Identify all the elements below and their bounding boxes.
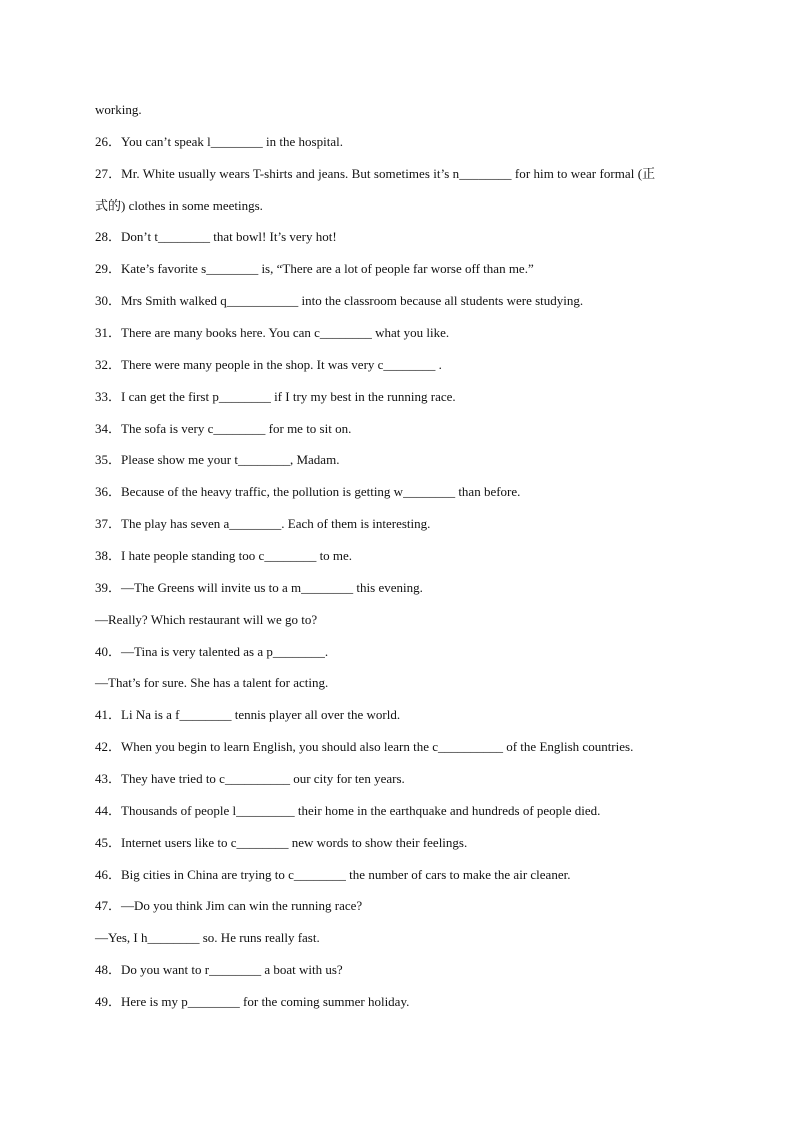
- question-40-reply: —That’s for sure. She has a talent for acting.: [95, 675, 329, 691]
- question-29: 29．Kate’s favorite s________ is, “There are a lot of people far worse off than me.”: [95, 261, 534, 277]
- question-48: 48．Do you want to r________ a boat with us?: [95, 962, 343, 978]
- question-32: 32．There were many people in the shop. It was very c________ .: [95, 356, 442, 372]
- text-line: working.: [95, 102, 142, 117]
- question-27-continuation: 式的) clothes in some meetings.: [95, 197, 263, 213]
- question-28: 28．Don’t t________ that bowl! It’s very hot!: [95, 229, 337, 245]
- question-43: 43．They have tried to c__________ our city for ten years.: [95, 771, 405, 787]
- question-26: 26．You can’t speak l________ in the hospital.: [95, 133, 343, 149]
- question-47: 47．—Do you think Jim can win the running race?: [95, 898, 363, 914]
- question-42: 42．When you begin to learn English, you should also learn the c__________ of the English countries.: [95, 739, 634, 755]
- question-45: 45．Internet users like to c________ new words to show their feelings.: [95, 834, 468, 850]
- worksheet-page: [95, 100, 705, 1024]
- question-37: 37．The play has seven a________. Each of them is interesting.: [95, 516, 431, 532]
- question-33: 33．I can get the first p________ if I try my best in the running race.: [95, 388, 456, 404]
- question-39-reply: —Really? Which restaurant will we go to?: [95, 611, 318, 627]
- question-40: 40．—Tina is very talented as a p________.: [95, 643, 329, 659]
- question-34: 34．The sofa is very c________ for me to sit on.: [95, 420, 352, 436]
- question-44: 44．Thousands of people l_________ their home in the earthquake and hundreds of people died.: [95, 802, 601, 818]
- question-49: 49．Here is my p________ for the coming summer holiday.: [95, 994, 410, 1010]
- question-38: 38．I hate people standing too c________ to me.: [95, 548, 353, 564]
- question-47-reply: —Yes, I h________ so. He runs really fast.: [95, 930, 320, 946]
- question-35: 35．Please show me your t________, Madam.: [95, 452, 340, 468]
- question-46: 46．Big cities in China are trying to c________ the number of cars to make the air cleaner.: [95, 866, 571, 882]
- question-41: 41．Li Na is a f________ tennis player all over the world.: [95, 707, 401, 723]
- question-31: 31．There are many books here. You can c________ what you like.: [95, 325, 450, 341]
- question-39: 39．—The Greens will invite us to a m________ this evening.: [95, 579, 423, 595]
- question-27: 27．Mr. White usually wears T-shirts and jeans. But sometimes it’s n________ for him to wear formal (正: [95, 165, 656, 181]
- question-30: 30．Mrs Smith walked q___________ into the classroom because all students were studying.: [95, 293, 584, 309]
- question-36: 36．Because of the heavy traffic, the pollution is getting w________ than before.: [95, 484, 521, 500]
